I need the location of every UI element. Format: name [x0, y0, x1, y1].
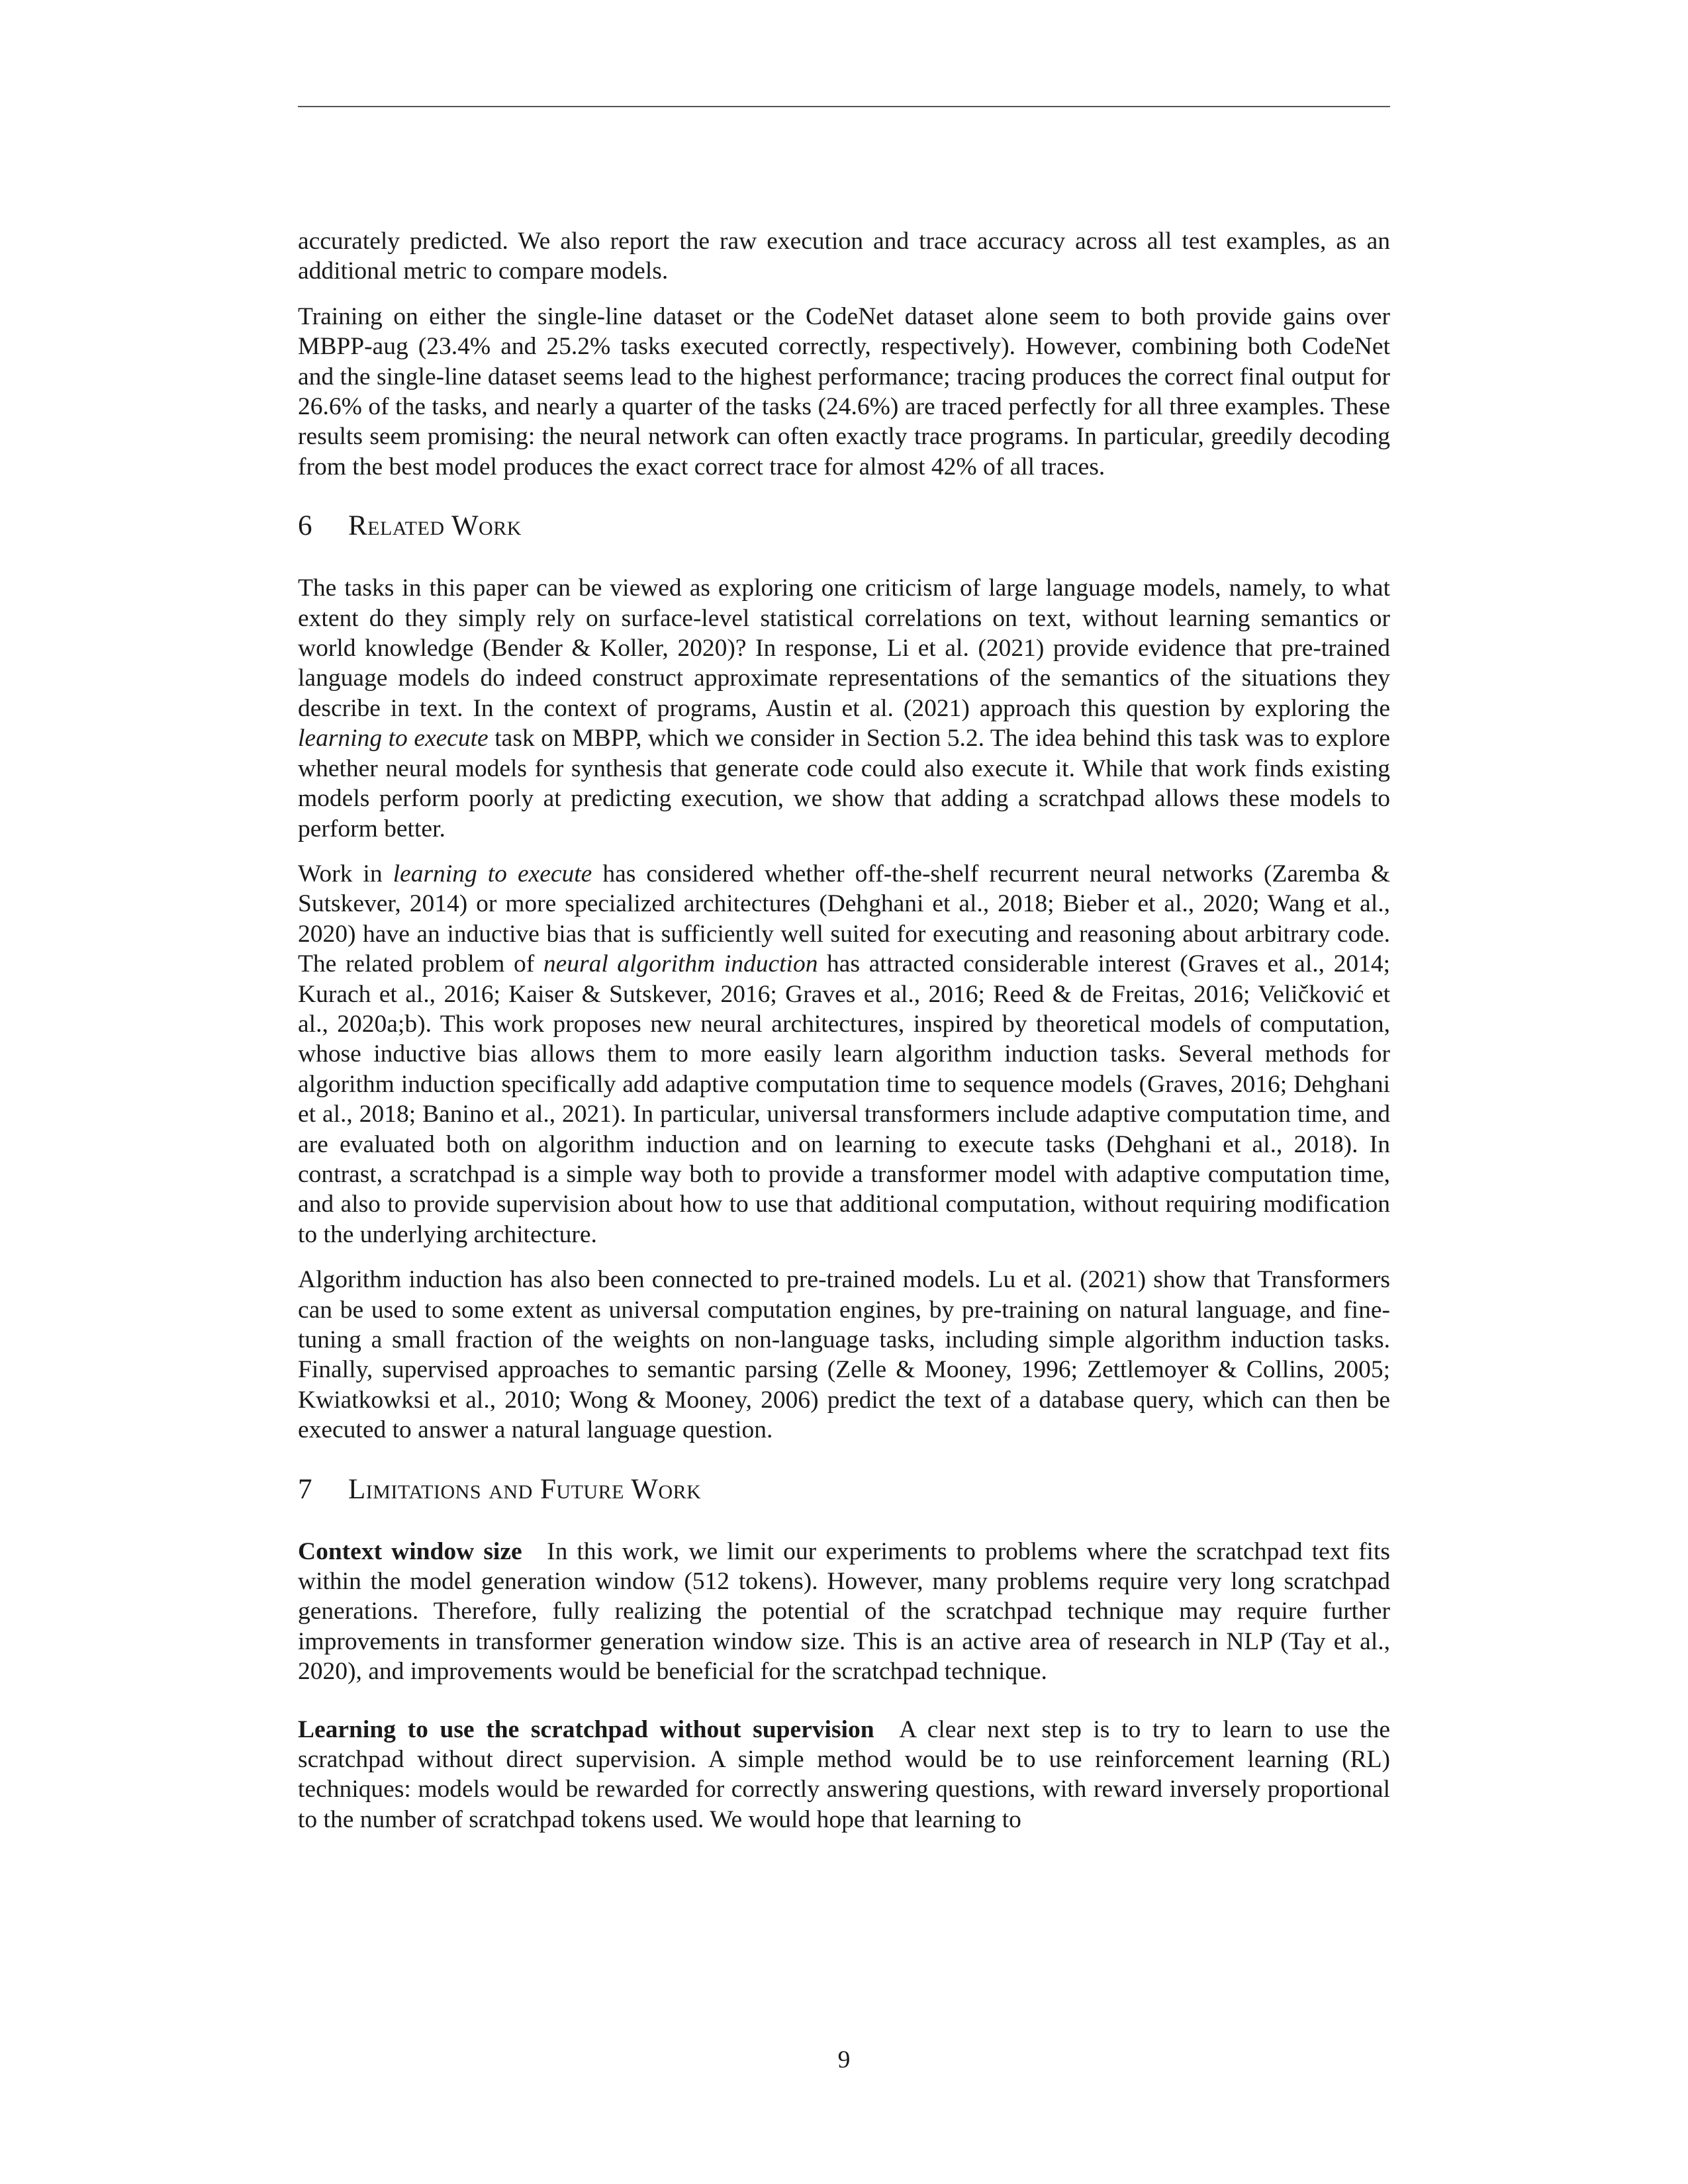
page-number: 9 — [837, 2046, 851, 2073]
text-run: In this work, we limit our experiments to problems where the scratchpad text fits within the model generation window (512 tokens). However, many problems require very long scratchpad generations. Therefore, fully realizing the potential of the scratchpad technique may require further improvements in transformer generation window size. This is an active area of research in NLP (Tay et al., 2020), and improvements would be beneficial for the scratchpad technique. — [298, 1537, 1390, 1686]
section-title: Related Work — [348, 510, 522, 542]
header-rule — [298, 106, 1390, 107]
section-heading-limitations — [298, 1473, 1390, 1506]
emphasis-text: learning to execute — [298, 725, 489, 752]
section-heading-related-work — [298, 510, 1390, 543]
limitations-paragraph-scratchpad-supervision — [298, 1715, 1390, 1835]
text-run: A clear next step is to try to learn to use the scratchpad without direct supervision. A simple method would be to use reinforcement learning (RL) techniques: models would be rewarded for correctly answering questions, with reward inversely proportional to the number of scratchpad tokens used. We would hope that learning to — [298, 1715, 1390, 1833]
section-title: Limitations and Future Work — [348, 1473, 702, 1505]
paragraph-title: Learning to use the scratchpad without supervision — [298, 1715, 874, 1743]
text-run: The tasks in this paper can be viewed as exploring one criticism of large language models, namely, to what extent do they simply rely on surface-level statistical correlations on text, without learning semantics or world knowledge (Bender & Koller, 2020)? In response, Li et al. (2021) provide evidence that pre-trained language models do indeed construct approximate representations of the semantics of the situations they describe in text. In the context of programs, Austin et al. (2021) approach this question by exploring the — [298, 574, 1390, 722]
related-work-paragraph-3: Algorithm induction has also been connected to pre-trained models. Lu et al. (2021) show that Transformers can be used to some extent as universal computation engines, by pre-training on natural language, and fine-tuning a small fraction of the weights on non-language tasks, including simple algorithm induction tasks. Finally, supervised approaches to semantic parsing (Zelle & Mooney, 1996; Zettlemoyer & Collins, 2005; Kwiatkowksi et al., 2010; Wong & Mooney, 2006) predict the text of a database query, which can then be executed to answer a natural language question. — [298, 1266, 1390, 1444]
related-work-paragraph-1 — [298, 573, 1390, 844]
paragraph-title: Context window size — [298, 1537, 522, 1565]
related-work-paragraph-2 — [298, 859, 1390, 1250]
text-column — [298, 226, 1390, 1850]
paragraph-carryover: accurately predicted. We also report the raw execution and trace accuracy across all test examples, as an additional metric to compare models. — [298, 228, 1390, 285]
text-run: has considered whether off-the-shelf recurrent neural networks (Zaremba & Sutskever, 2014) or more specialized architectures (Dehghani et al., 2018; Bieber et al., 2020; Wang et al., 2020) have an inductive bias that is sufficiently well suited for executing and reasoning about arbitrary code. The related problem of — [298, 860, 1390, 978]
section-number: 7 — [298, 1473, 312, 1505]
emphasis-text: learning to execute — [393, 860, 592, 887]
limitations-paragraph-context-window — [298, 1537, 1390, 1687]
text-run: Work in — [298, 860, 393, 887]
emphasis-text: neural algorithm induction — [543, 950, 818, 978]
paragraph-results: Training on either the single-line dataset or the CodeNet dataset alone seem to both provide gains over MBPP-aug (23.4% and 25.2% tasks executed correctly, respectively). However, combining both CodeNet and the single-line dataset seems lead to the highest performance; tracing produces the correct final output for 26.6% of the tasks, and nearly a quarter of the tasks (24.6%) are traced perfectly for all three examples. These results seem promising: the neural network can often exactly trace programs. In particular, greedily decoding from the best model produces the exact correct trace for almost 42% of all traces. — [298, 302, 1390, 480]
text-run: has attracted considerable interest (Graves et al., 2014; Kurach et al., 2016; Kaiser & Sutskever, 2016; Graves et al., 2016; Reed & de Freitas, 2016; Veličković et al., 2020a;b). This work proposes new neural architectures, inspired by theoretical models of computation, whose inductive bias allows them to more easily learn algorithm induction tasks. Several methods for algorithm induction specifically add adaptive computation time to sequence models (Graves, 2016; Dehghani et al., 2018; Banino et al., 2021). In particular, universal transformers include adaptive computation time, and are evaluated both on algorithm induction and on learning to execute tasks (Dehghani et al., 2018). In contrast, a scratchpad is a simple way both to provide a transformer model with adaptive computation time, and also to provide supervision about how to use that additional computation, without requiring modification to the underlying architecture. — [298, 950, 1390, 1248]
section-number: 6 — [298, 510, 312, 542]
text-run: task on MBPP, which we consider in Section 5.2. The idea behind this task was to explore whether neural models for synthesis that generate code could also execute it. While that work finds existing models perform poorly at predicting execution, we show that adding a scratchpad allows these models to perform better. — [298, 725, 1390, 842]
